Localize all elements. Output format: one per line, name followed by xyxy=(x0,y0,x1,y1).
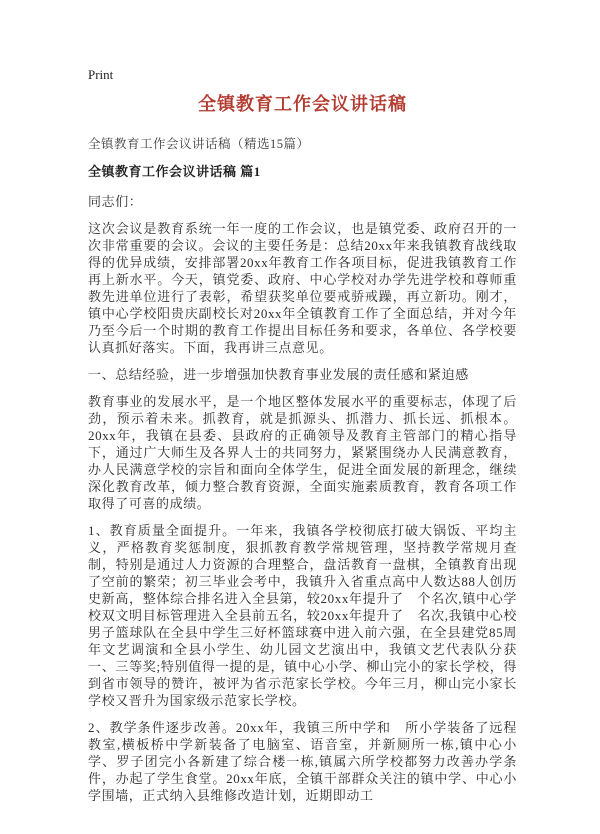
chapter-heading: 全镇教育工作会议讲话稿 篇1 xyxy=(88,164,261,179)
list-item-2: 2、教学条件逐步改善。20xx年，我镇三所中学和 所小学装备了远程教室,横板桥中学新装备了电脑室、语音室，并新厕所一栋,镇中心小学、罗子团完小各新建了综合楼一栋,镇属六所学校都努力改善办学条件，办起了学生食堂。20xx年底，全镇干部群众关注的镇中学、中心小学围墙，正式纳入县维修改造计划，近期即动工 xyxy=(88,720,517,803)
doc-subtitle: 全镇教育工作会议讲话稿（精选15篇） xyxy=(88,137,310,151)
paragraph-intro: 这次会议是教育系统一年一度的工作会议，也是镇党委、政府召开的一次非常重要的会议。会议的主要任务是：总结20xx年来我镇教育战线取得的优异成绩，安排部署20xx年教育工作各项目标，促进我镇教育工作再上新水平。今天，镇党委、政府、中心学校对办学先进学校和尊师重教先进单位进行了表彰，希望获奖单位要戒骄戒躁，再立新功。刚才，镇中心学校阳贵庆副校长对20xx年全镇教育工作了全面总结，并对今年乃至今后一个时期的教育工作提出目标任务和要求，各单位、各学校要认真抓好落实。下面，我再讲三点意见。 xyxy=(88,221,517,355)
paragraph-overview: 教育事业的发展水平，是一个地区整体发展水平的重要标志，体现了后劲，预示着未来。抓教育，就是抓源头、抓潜力、抓长远、抓根本。20xx年，我镇在县委、县政府的正确领导及教育主管部门的精心指导下，通过广大师生及各界人士的共同努力，紧紧围绕办人民满意教育，办人民满意学校的宗旨和面向全体学生，促进全面发展的新理念，继续深化教育改革，倾力整合教育资源，全面实施素质教育，教育各项工作取得了可喜的成绩。 xyxy=(88,394,517,511)
list-item-1: 1、教育质量全面提升。一年来，我镇各学校彻底打破大锅饭、平均主义，严格教育奖惩制度，狠抓教育教学常规管理，坚持教学常规月查制，特别是通过人力资源的合理整合，盘活教育一盘棋，全镇教育出现了空前的繁荣；初三毕业会考中，我镇升入省重点高中人数达88人创历史新高，整体综合排名进入全县第，较20xx年提升了 个名次,镇中心学校双文明目标管理进入全县前五名，较20xx年提升了 名次,我镇中心校男子篮球队在全县中学生三好杯篮球赛中进入前六强，在全县建党85周年文艺调演和全县小学生、幼儿园文艺演出中，我镇文艺代表队分获一、三等奖;特别值得一提的是，镇中心小学、柳山完小的家长学校，得到省市领导的赞许，被评为省示范家长学校。今年三月，柳山完小家长学校又晋升为国家级示范家长学校。 xyxy=(88,523,517,708)
print-button[interactable]: Print xyxy=(88,67,114,82)
paragraph-salutation: 同志们： xyxy=(88,194,143,209)
page-title: 全镇教育工作会议讲话稿 xyxy=(198,94,407,114)
section-heading-1: 一、总结经验，进一步增强加快教育事业发展的责任感和紧迫感 xyxy=(88,367,469,382)
